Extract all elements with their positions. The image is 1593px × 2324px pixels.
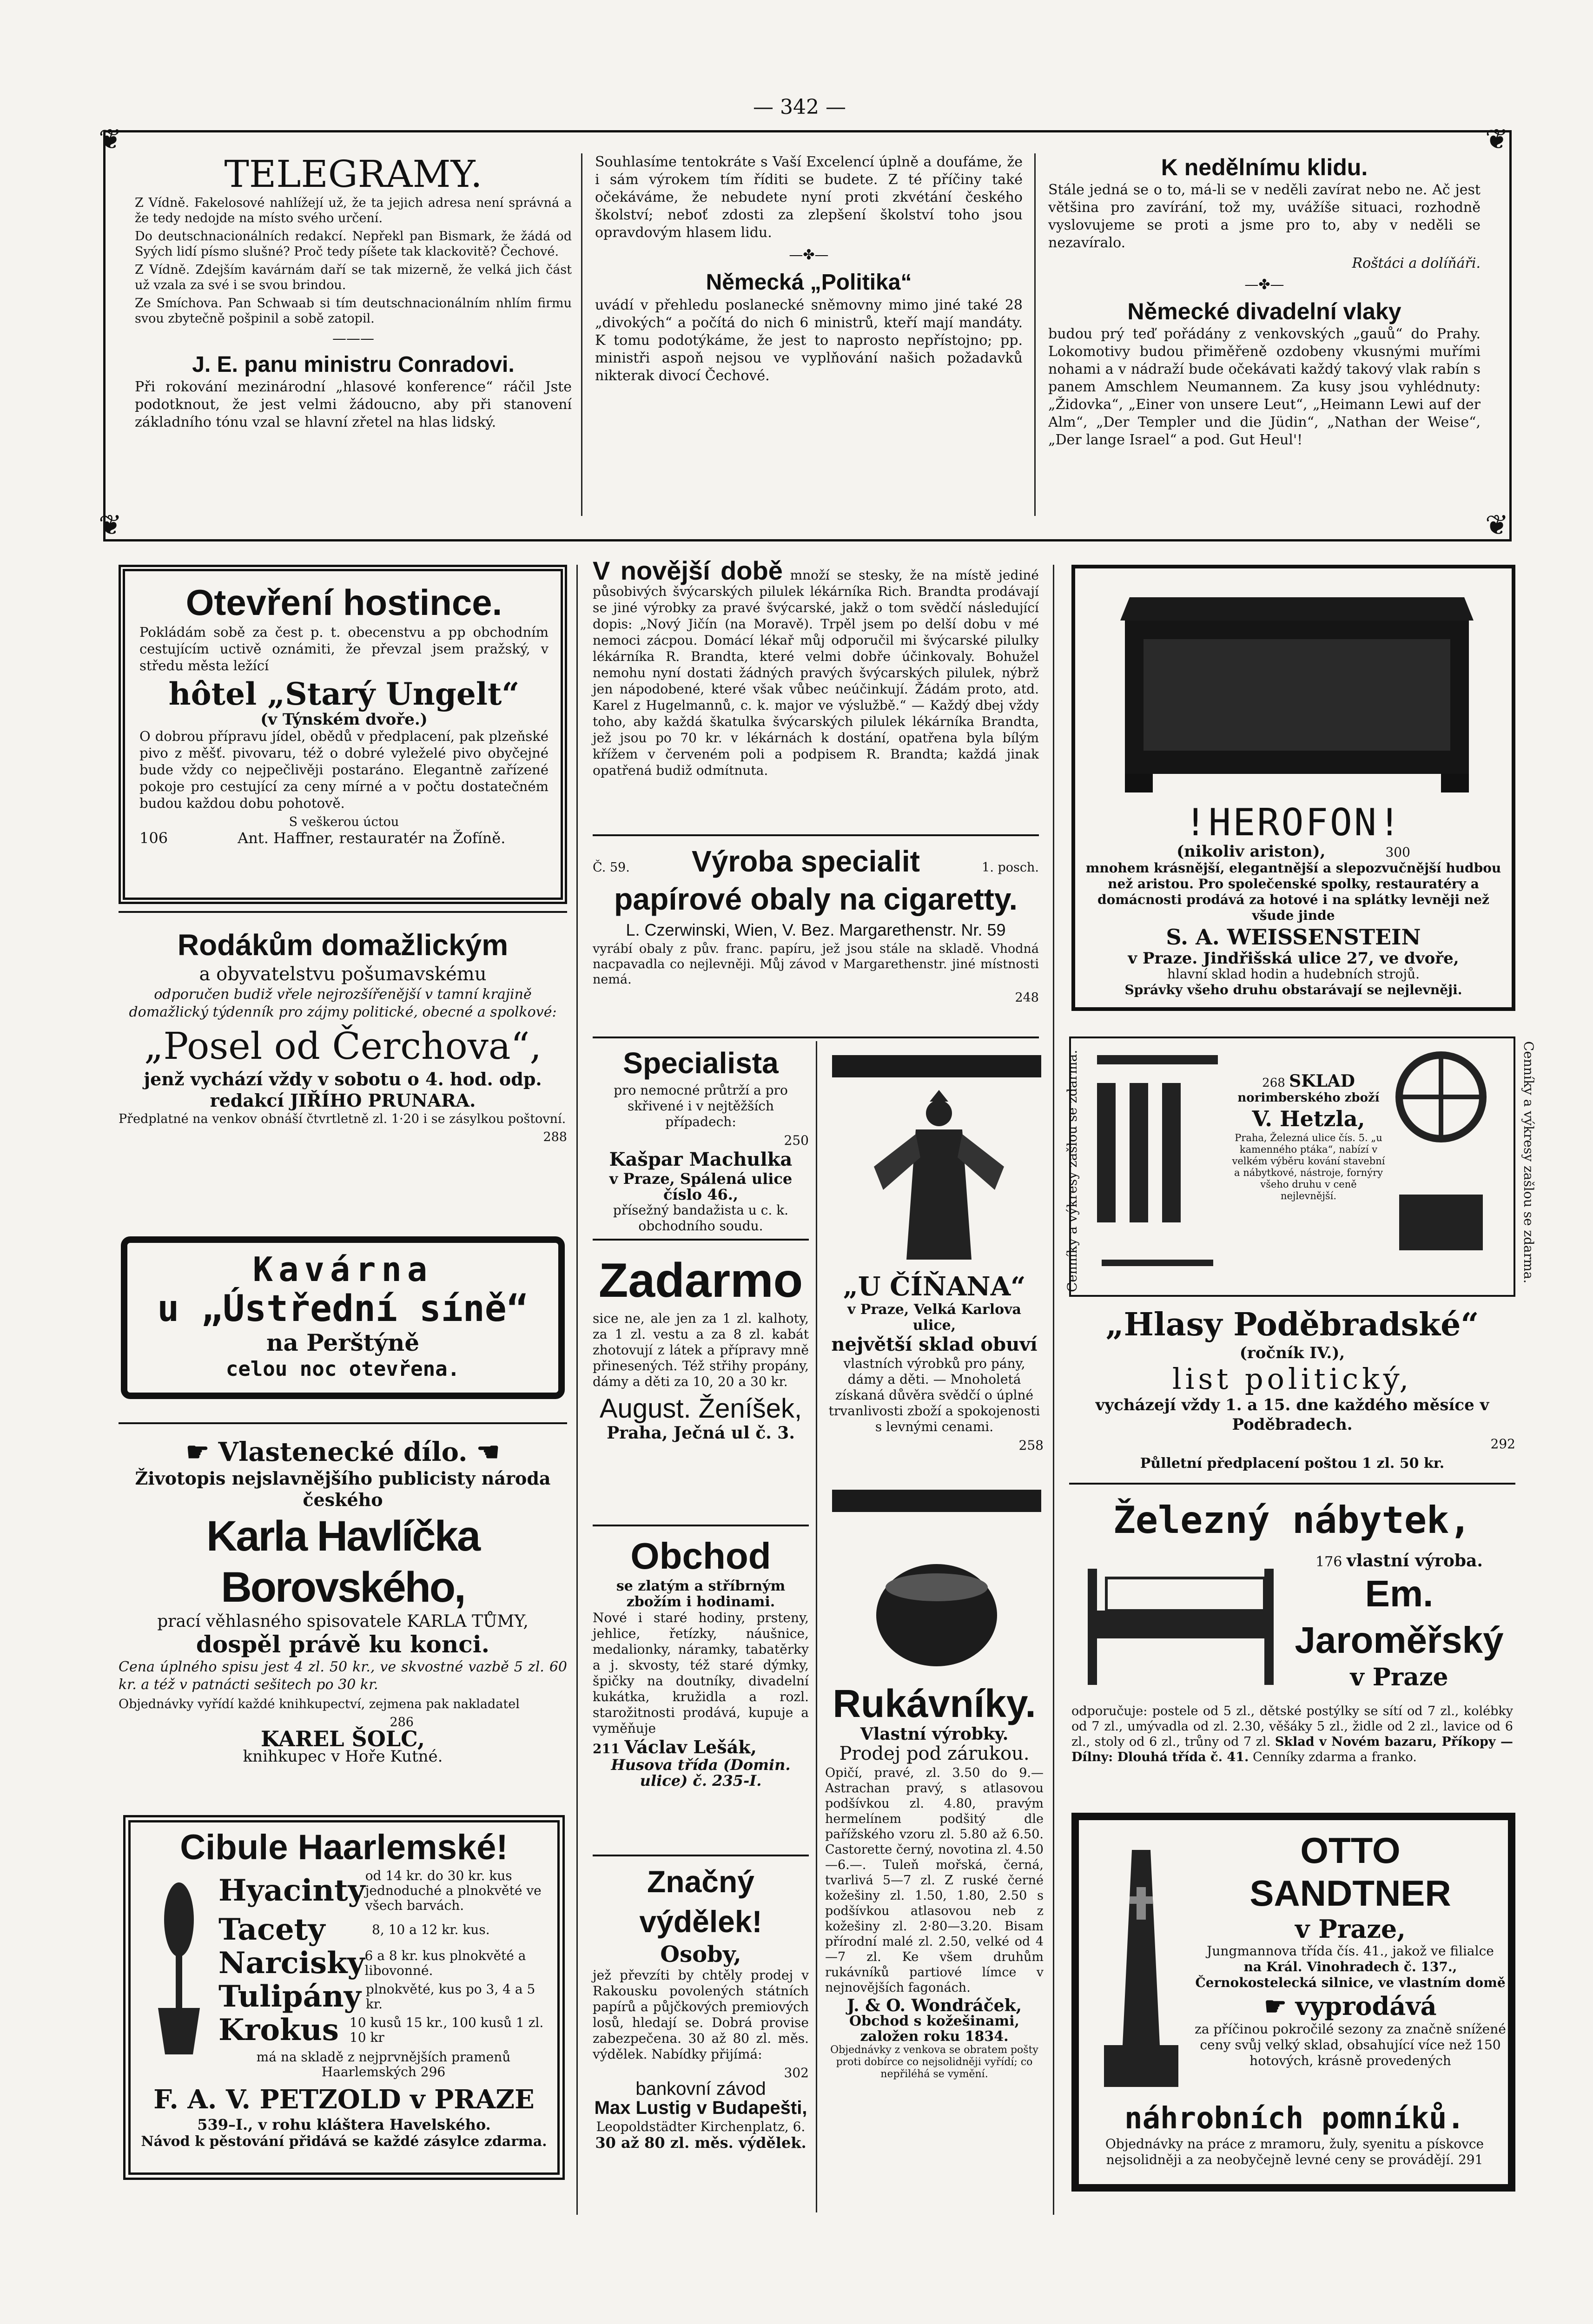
cibule-seller: F. A. V. PETZOLD v PRAZE — [153, 2084, 535, 2115]
cinana-ad — [825, 1271, 1044, 1453]
herofon-title: !HEROFON! — [1184, 801, 1403, 844]
sandtner-text: za příčinou pokročilé sezony za značně snížené ceny svůj velký sklad, obsahující více než 150 hotových, krásně provedených — [1195, 2021, 1506, 2068]
sandtner-title: OTTO SANDTNER — [1249, 1830, 1451, 1914]
klid-text: Stále jedná se o to, má-li se v neděli zavírat nebo ne. Ač jest většina pro zavírání, tož my, uvážíše situaci, rozhodně vyslovujeme se proti a jsme pro to, aby v neděli se nezavíralo. — [1048, 182, 1481, 251]
havlicek-sub: Životopis nejslavnějšího publicisty národa českého — [135, 1468, 551, 1510]
rukavniky-title: Rukávníky. — [833, 1682, 1036, 1725]
ad-number: 258 — [1018, 1438, 1044, 1453]
havlicek-done: dospěl právě ku konci. — [196, 1631, 490, 1658]
cibule-content — [139, 1827, 549, 2150]
page-number: — 342 — — [753, 95, 846, 119]
hetzl-text: Praha, Železná ulice čís. 5. „u kamenného ptáka“, nabízí v velkém výběru kování stavební a nábytkové, nástroje, fornýry všeho druhu v ceně nejlevnější. — [1232, 1132, 1385, 1202]
vydelek-ad — [593, 1862, 809, 2151]
hostinec-sign: Ant. Haffner, restauratér na Žofíně. — [238, 829, 506, 847]
havlicek-publisher-place: knihkupec v Hoře Kutné. — [243, 1747, 443, 1766]
havlicek-publisher: KAREL ŠOLC, — [261, 1726, 425, 1751]
hetzl-content — [1232, 1071, 1385, 1202]
flower-pot-icon — [144, 1878, 214, 2064]
hlasy-title: „Hlasy Poděbradské“ — [1105, 1306, 1479, 1343]
telegram-item: Z Vídně. Zdejším kavárnám daří se tak mizerně, že velká jich část už vzala za své i se svou brindou. — [135, 263, 572, 292]
herofon-content — [1078, 802, 1508, 998]
vydelek-title: Značný výdělek! — [639, 1864, 762, 1939]
bulb-desc: 6 a 8 kr. kus plnokvěté a libovonné. — [364, 1948, 526, 1978]
rukavniky-firm: J. & O. Wondráček, — [846, 1996, 1022, 2015]
nabytek-body — [1071, 1703, 1513, 1765]
hostinec-regards: S veškerou úctou — [289, 815, 399, 829]
sandtner-big: náhrobních pomníků. — [1124, 2101, 1465, 2136]
hetzl-title: SKLAD — [1289, 1071, 1355, 1091]
dobe-text: množí se stesky, že na místě jediné působivých švýcarských pilulek lékárníka Rich. Brandta prodávají se jiné výrobky za pravé švýcarské, jakž o tom svědčí následující dopis: „Nový Jičín (na Moravě). Trpěl jsem po delší dobu v mé nemoci zácpou. Domácí lékař můj odporučil mi švýcarské pilulky lékárníka R. Brandta, které velmi dobře účinkovaly. Bohužel nemohu nyní dostati žádných pravých švýcarských pilulek, nýbrž jen nápodobené, které však vůbec neúčinkují. Žádám proto, atd. Karel z Hugelmannů, c. k. major ve výslužbě.“ — Každý dbej vždy toho, aby každá škatulka švýcarských pilulek lékárníka Brandta, jež jsou po 70 kr. v lékárnách k dostání, opatřena byla bílým křížem v červeném poli a podpisem R. Brandta; každá jinak opatřená budiž odmítnuta. — [593, 568, 1039, 778]
hetzl-side-left: Cenníky a výkresy zašlou se zdarma. — [1064, 1050, 1080, 1292]
vlaky-title: Německé divadelní vlaky — [1127, 298, 1401, 324]
ad-number: 296 — [420, 2064, 446, 2080]
vydelek-address: Leopoldstädter Kirchenplatz, 6. — [596, 2119, 806, 2134]
herofon-firm: S. A. WEISSENSTEIN — [1166, 924, 1421, 950]
nabytek-head — [1288, 1552, 1511, 1691]
divider-ornament-icon: —✤— — [789, 247, 829, 263]
telegram-item: Z Vídně. Fakelosové nahlížejí už, že ta jejich adresa není správná a že tedy nedojde na místo svého určení. — [135, 196, 572, 225]
sandtner-content — [1195, 1829, 1506, 2069]
hostinec-title: Otevření hostince. — [185, 582, 502, 623]
vydelek-name: Max Lustig v Budapešti, — [594, 2098, 807, 2118]
drill-illustration — [1385, 1041, 1497, 1283]
specialista-lead: pro nemocné průtrží a pro skřivené i v nejtěžších případech: — [614, 1083, 788, 1129]
hlasy-price: Půlletní předplacení poštou 1 zl. 50 kr. — [1140, 1455, 1445, 1472]
havlicek-price: Cena úplného spisu jest 4 zl. 50 kr., ve skvostné vazbě 5 zl. 60 kr. a též v patnácti sešitech po 30 kr. — [119, 1659, 567, 1693]
corner-ornament-icon: ❦ — [99, 123, 122, 156]
bulb-name: Narcisky — [218, 1946, 365, 1981]
specialista-ad — [593, 1043, 809, 1237]
hand-pointer-icon: ☛ — [1264, 1991, 1296, 2021]
rukavniky-note: Objednávky z venkova se obratem pošty proti dobírce co nejsolidněji vyřídí; co nepřiléhá se vymění. — [830, 2044, 1038, 2080]
sandtner-bottom — [1088, 2101, 1501, 2168]
rodakum-title: Rodákům domažlickým — [177, 928, 509, 962]
corner-ornament-icon: ❦ — [1485, 509, 1509, 541]
bulb-desc: 8, 10 a 12 kr. kus. — [372, 1922, 490, 1937]
conradi-text: Při rokování mezinárodní „hlasové konference“ ráčil Jste podotknout, že jest velmi žádoucno, aby při stanovení základního tónu vzal se hlavní zřetel na hlas lidský. — [135, 379, 572, 430]
herofon-text: mnohem krásnější, elegantnější a slepozvučnější hudbou než aristou. Pro společenské spolky, restauratéry a domácnosti prodává za hotové i na splátky levněji než všude jinde — [1085, 860, 1501, 923]
specialista-title: Specialista — [623, 1046, 779, 1080]
hand-pointer-icon: ☚ — [467, 1437, 500, 1467]
papir-title: Výroba specialit — [692, 845, 920, 878]
rodakum-price: Předplatné na venkov obnáší čtvrtletně zl. 1·20 i se zásylkou poštovní. — [119, 1112, 566, 1126]
rukavniky-sub: Vlastní výrobky. — [860, 1724, 1009, 1744]
hotel-sub: (v Týnském dvoře.) — [260, 710, 428, 729]
hlasy-list: list politický, — [1172, 1362, 1413, 1396]
politika-column — [595, 153, 1023, 388]
ad-number: 300 — [1385, 845, 1410, 860]
vydelek-end: 30 až 80 zl. měs. výdělek. — [595, 2134, 806, 2152]
obchod-address: Husova třída (Domin. ulice) č. 235-I. — [611, 1756, 791, 1789]
papir-title2: papírové obaly na cigaretty. — [614, 882, 1018, 916]
rodakum-info: jenž vychází vždy v sobotu o 4. hod. odp. redakcí JIŘÍHO PRUNARA. — [144, 1069, 542, 1111]
zadarmo-address: Praha, Ječná ul č. 3. — [607, 1423, 795, 1443]
ad-number: 268 — [1262, 1076, 1285, 1090]
cinana-text: vlastních výrobků pro pány, dámy a děti. — Mnoholetá získaná důvěra svědčí o úplné trvanlivosti zboží a spokojenosti s levnými cenami. — [828, 1356, 1040, 1434]
black-bar — [832, 1490, 1041, 1512]
iron-bed-illustration — [1078, 1550, 1283, 1690]
vydelek-firm: bankovní závod — [635, 2079, 766, 2099]
conradi-text-cont: Souhlasíme tentokráte s Vaší Excelencí úplně a doufáme, že i sám výrokem tím říditi se budete. Z té příčiny také očekáváme, že nebudete nyní proti zkvétání českého školství; neboť zdosti za zlepšení školství toho jsou opravdovým hlasem lidu. — [595, 154, 1023, 241]
cinana-big: největší sklad obuví — [831, 1334, 1038, 1355]
nabytek-catalog: Cenníky zdarma a franko. — [1252, 1750, 1417, 1764]
hlasy-ad — [1069, 1306, 1515, 1473]
nabytek-name: Em. Jaroměřský — [1295, 1573, 1504, 1661]
telegramy-title: TELEGRAMY. — [224, 152, 483, 196]
cibule-stock: má na skladě z nejprvnějších pramenů Haarlemských — [256, 2049, 511, 2080]
herofon-address: v Praze. Jindřišská ulice 27, ve dvoře, — [1128, 949, 1459, 968]
kavarna-line: u „Ústřední síně“ — [157, 1288, 529, 1330]
posel-title: „Posel od Čerchova“, — [144, 1024, 542, 1068]
bulb-name: Krokus — [218, 2013, 339, 2047]
ad-number: 286 — [390, 1715, 414, 1730]
nabytek-ad — [1069, 1499, 1515, 1542]
cibule-note: Návod k pěstování přidává se každé zásylce zdarma. — [141, 2133, 547, 2150]
kavarna-line: na Perštýně — [266, 1329, 420, 1356]
tombstone-illustration — [1090, 1841, 1192, 2101]
specialista-text: přísežný bandažista u c. k. obchodního soudu. — [613, 1202, 789, 1234]
ad-number: 288 — [543, 1130, 567, 1144]
sandtner-address: Jungmannova třída čís. 41., jakož ve filialce — [1207, 1943, 1494, 1959]
herofon-illustration — [1102, 579, 1487, 797]
sandtner-sale: vyprodává — [1295, 1991, 1437, 2021]
corner-ornament-icon: ❦ — [99, 509, 122, 541]
politika-text: uvádí v přehledu poslanecké sněmovny mimo jiné také 28 „divokých“ a počítá do nich 6 ministrů, kteří mají mandáty. K tomu podotýkáme, že jest to naprosto nepřístojno; pp. ministři aspoň nejsou ve vyplňování našich požadavků nikterak divocí Čechové. — [595, 297, 1023, 384]
hotel-name: hôtel „Starý Ungelt“ — [168, 676, 520, 712]
kavarna-content — [130, 1250, 555, 1382]
ad-number: 250 — [784, 1133, 809, 1148]
rukavniky-sub2: Prodej pod zárukou. — [839, 1743, 1030, 1764]
klid-sign: Roštáci a dolíňáři. — [1352, 255, 1481, 271]
obchod-ad — [593, 1534, 809, 1789]
cibule-address: 539–I., v rohu kláštera Havelského. — [197, 2116, 491, 2133]
ad-number: 176 — [1315, 1554, 1342, 1570]
hlasy-year: (ročník IV.), — [1239, 1344, 1345, 1362]
zadarmo-text: sice ne, ale jen za 1 zl. kalhoty, za 1 zl. vestu a za 8 zl. kabát zhotovují z látek a přípravy mně přinesených. Též střihy propány, dámy a děti za 10, 20 a 30 kr. — [593, 1311, 809, 1389]
obchod-text: Nové i staré hodiny, prsteny, jehlice, řetízky, náušnice, medalionky, náramky, tabatěrky a j. skvosty, též staré dýmky, špičky na doutníky, divadelní kukátka, kružidla a rozl. starožitnosti prodává, kupuje a vyměňuje — [593, 1610, 809, 1736]
nabytek-sub: vlastní výroba. — [1346, 1551, 1483, 1571]
bulb-desc: od 14 kr. do 30 kr. kus jednoduché a plnokvěté ve všech barvách. — [365, 1868, 542, 1913]
hetzl-name: V. Hetzla, — [1252, 1106, 1365, 1131]
specialista-name: Kašpar Machulka — [609, 1149, 793, 1170]
politika-title: Německá „Politika“ — [706, 270, 912, 295]
bulb-name: Tacety — [218, 1912, 325, 1947]
ad-number: 291 — [1458, 2152, 1483, 2167]
hetzl-side-right: Cenníky a výkresy zašlou se zdarma. — [1521, 1041, 1536, 1284]
conradi-title: J. E. panu ministru Conradovi. — [192, 352, 515, 377]
vlaky-text: budou prý teď pořádány z venkovských „gauů“ do Prahy. Lokomotivy budou přiměřeně ozdobeny vkusnými muřími nohami a v nádraží bude očekávati každý takový vlak rabín s panem Amschlem Neumannem. Za kusy jsou vyhlédnuty: „Židovka“, „Einer von unsere Leut“, „Heimann Lewi auf der Alm“, „Der Templer und die Jüdin“, „Nathan der Weise“, „Der lange Israel“ a pod. Gut Heul'! — [1048, 326, 1481, 448]
ad-number: 106 — [139, 829, 168, 847]
hlasy-text: vycházejí vždy 1. a 15. dne každého měsíce v Poděbradech. — [1095, 1396, 1489, 1434]
havlicek-name: Karla Havlíčka Borovského, — [206, 1512, 480, 1611]
sandtner-address2: na Král. Vinohradech č. 137., Černokostelecká silnice, ve vlastním domě — [1195, 1959, 1506, 1990]
telegramy-column: TELEGRAMY. Z Vídně. Fakelosové nahlížejí už, že ta jejich adresa není správná a že tedy nedojde na místo svého určení. Do deutschnacionálních redakcí. Nepřekl pan Bismark, že žádá od Syých lidí písmo slušné? Proč tedy píšete tak klackovitě? Čechové. Z Vídně. Zdejším kavárnám daří se tak mizerně, že velká jich část už vzala za své i se svou brindou. Ze Smíchova. Pan Schwaab si tím deutschnacionálním nhlím firmu svou zbytečně pošpinil a sobě zatopil. ——— J. E. panu ministru Conradovi. Při rokování mezinárodní „hlasové konference“ ráčil Jste podotknout, že jest velmi žádoucno, aby při stanovení základního tónu vzal se hlavní zřetel na hlas lidský. — [135, 152, 572, 430]
papir-number: Č. 59. — [593, 860, 630, 875]
papir-address: L. Czerwinski, Wien, V. Bez. Margarethenstr. Nr. 59 — [626, 920, 1006, 939]
rodakum-lead: odporučen budiž vřele nejrozšířenější v tamní krajině domažlický týdenník pro zájmy politické, obecné a spolkové: — [129, 986, 557, 1020]
zadarmo-ad — [593, 1250, 809, 1441]
black-bar — [832, 1055, 1041, 1077]
ad-number: 248 — [1015, 990, 1039, 1005]
obchod-sub: se zlatým a stříbrným zbožím i hodinami. — [616, 1578, 786, 1610]
sandtner-city: v Praze, — [1295, 1914, 1406, 1944]
hostinec-body: O dobrou přípravu jídel, obědů v předplacení, pak plzeňské pivo z měšť. pivovaru, též o dobré vyleželé pivo obyčejné bude vždy co nejpečlivěji postaráno. Elegantně zařízené pokoje pro cestující za ceny mírné a v počtu dostatečném budou každou dobu pohotově. — [139, 728, 549, 811]
klid-column: K nedělnímu klidu. Stále jedná se o to, má-li se v neděli zavírat nebo ne. Ač jest většina pro zavírání, tož my, uvážíše situaci, rozhodně vyslovujeme se proti a jsme pro to, aby v neděli se nezavíralo. Roštáci a dolíňáři. —✤— Německé divadelní vlaky budou prý teď pořádány z venkovských „gauů“ do Prahy. Lokomotivy budou přiměřeně ozdobeny vkusnými muřími nohami a v nádraží bude očekávati každý takový vlak rabín s panem Amschlem Neumannem. Za kusy jsou vyhlédnuty: „Židovka“, „Einer von unsere Leut“, „Heimann Lewi auf der Alm“, „Der Templer und die Jüdin“, „Nathan der Weise“, „Der lange Israel“ a pod. Gut Heul'! — [1048, 154, 1481, 448]
obchod-name: Václav Lešák, — [624, 1736, 757, 1757]
klid-title: K nedělnímu klidu. — [1161, 154, 1368, 180]
herofon-sub: (nikoliv ariston), — [1177, 842, 1326, 861]
vydelek-sub: Osoby, — [660, 1941, 741, 1967]
nabytek-text: odporučuje: postele od 5 zl., dětské postýlky se sítí od 7 zl., kolébky od 7 zl., umývadla od zl. 2.30, věšáky 5 zl., židle od 2 zl., lavice od 6 zl., stoly od 6 zl., trůny od 7 zl. — [1071, 1704, 1513, 1749]
kavarna-line: celou noc otevřena. — [225, 1357, 460, 1381]
hand-pointer-icon: ☛ — [185, 1437, 218, 1467]
corner-ornament-icon: ❦ — [1485, 123, 1509, 156]
cinana-address: v Praze, Velká Karlova ulice, — [847, 1301, 1021, 1334]
havlicek-ad — [119, 1436, 567, 1765]
rukavniky-ad — [825, 1680, 1044, 2083]
bulb-name: Hyacinty — [218, 1873, 365, 1908]
hostinec-content — [139, 581, 549, 846]
telegram-item: Do deutschnacionálních redakcí. Nepřekl pan Bismark, že žádá od Syých lidí písmo slušné? Proč tedy píšete tak klackovitě? Čechové. — [135, 229, 572, 259]
muff-illustration — [867, 1555, 1006, 1676]
zadarmo-name: August. Ženíšek, — [599, 1393, 802, 1424]
specialista-address: v Praze, Spálená ulice číslo 46., — [609, 1170, 793, 1203]
rodakum-sub: a obyvatelstvu pošumavskému — [199, 964, 487, 985]
tools-illustration — [1088, 1041, 1227, 1283]
bulb-desc: 10 kusů 15 kr., 100 kusů 1 zl. 10 kr — [349, 2015, 544, 2045]
vydelek-text: jež převzíti by chtěly prodej v Rakousku povolených státních papírů a půjčkových premiových losů, hledají se. Dobrá provise zabezpečena. 30 až 80 zl. měs. výdělek. Nabídky přijímá: — [593, 1967, 809, 2062]
chinese-figure-illustration — [865, 1088, 1013, 1264]
ad-number: 292 — [1490, 1436, 1515, 1452]
hostinec-lead: Pokládám sobě za čest p. t. obecenstvu a pp obchodním cestujícím uctivě oznámiti, že převzal jsem pražský, v středu města ležící — [139, 624, 549, 673]
ad-number: 211 — [593, 1741, 620, 1756]
papir-text: vyrábí obaly z pův. franc. papíru, jež jsou stále na skladě. Vhodná nacpavadla co nejlevněji. Můj závod v Margarethenstr. jiné místnosti nemá. — [593, 942, 1039, 987]
dobe-title: V novější době — [593, 556, 783, 585]
papir-ad — [593, 844, 1039, 1005]
kavarna-line: Kavárna — [252, 1250, 433, 1289]
bulb-name: Tulipány — [218, 1979, 361, 2014]
herofon-address2: hlavní sklad hodin a hudebních strojů. — [1167, 966, 1420, 982]
cinana-title: „U ČÍŇANA“ — [843, 1271, 1026, 1302]
papir-floor: 1. posch. — [982, 860, 1039, 875]
rukavniky-firm2: Obchod s kožešinami, založen roku 1834. — [849, 2013, 1019, 2045]
dobe-article — [593, 556, 1039, 779]
hetzl-sub: norimberského zboží — [1237, 1091, 1380, 1105]
ad-number: 302 — [784, 2065, 809, 2080]
havlicek-author: prací věhlasného spisovatele KARLA TŮMY, — [157, 1612, 529, 1631]
bulb-desc: plnokvěté, kus po 3, 4 a 5 kr. — [365, 1981, 535, 2012]
zadarmo-title: Zadarmo — [598, 1254, 803, 1307]
havlicek-orders: Objednávky vyřídí každé knihkupectví, zejmena pak nakladatel — [119, 1697, 520, 1711]
nabytek-store: Sklad v Novém bazaru, Příkopy — Dílny: Dlouhá třída č. 41. — [1071, 1735, 1513, 1764]
nabytek-city: v Praze — [1350, 1663, 1448, 1691]
rukavniky-text: Opičí, pravé, zl. 3.50 do 9.— Astrachan pravý, s atlasovou podšívkou zl. 4.80, pravým hermelínem podšitý dle pařížského vzoru zl. 5.80 až 6.50. Castorette černý, novotina zl. 4.50—6.—. Tuleň mořská, černá, tvarlivá 5—7 zl. Z ruské černé kožešiny zl. 1.50, 1.80, 2.50 s podšívkou atlasovou neb z kožešiny zl. 2·80—3.20. Bisam přírodní malé zl. 2.50, velké od 4—7 zl. Ke všem druhům rukávníků partiové límce v nejnovějších fagonách. — [825, 1766, 1044, 1995]
sandtner-orders: Objednávky na práce z mramoru, žuly, syenitu a pískovce nejsolidněji a za neobyčejně levné ceny se provádějí. — [1105, 2136, 1484, 2167]
obchod-title: Obchod — [630, 1535, 771, 1577]
telegram-item: Ze Smíchova. Pan Schwaab si tím deutschnacionálním nhlím firmu svou zbytečně pošpinil a sobě zatopil. — [135, 296, 572, 326]
rodakum-ad — [119, 927, 567, 1145]
havlicek-title: Vlastenecké dílo. — [218, 1437, 468, 1467]
nabytek-title: Železný nábytek, — [1113, 1499, 1472, 1542]
cibule-title: Cibule Haarlemské! — [180, 1828, 508, 1867]
herofon-repair: Správky všeho druhu obstarávají se nejlevněji. — [1124, 982, 1462, 997]
